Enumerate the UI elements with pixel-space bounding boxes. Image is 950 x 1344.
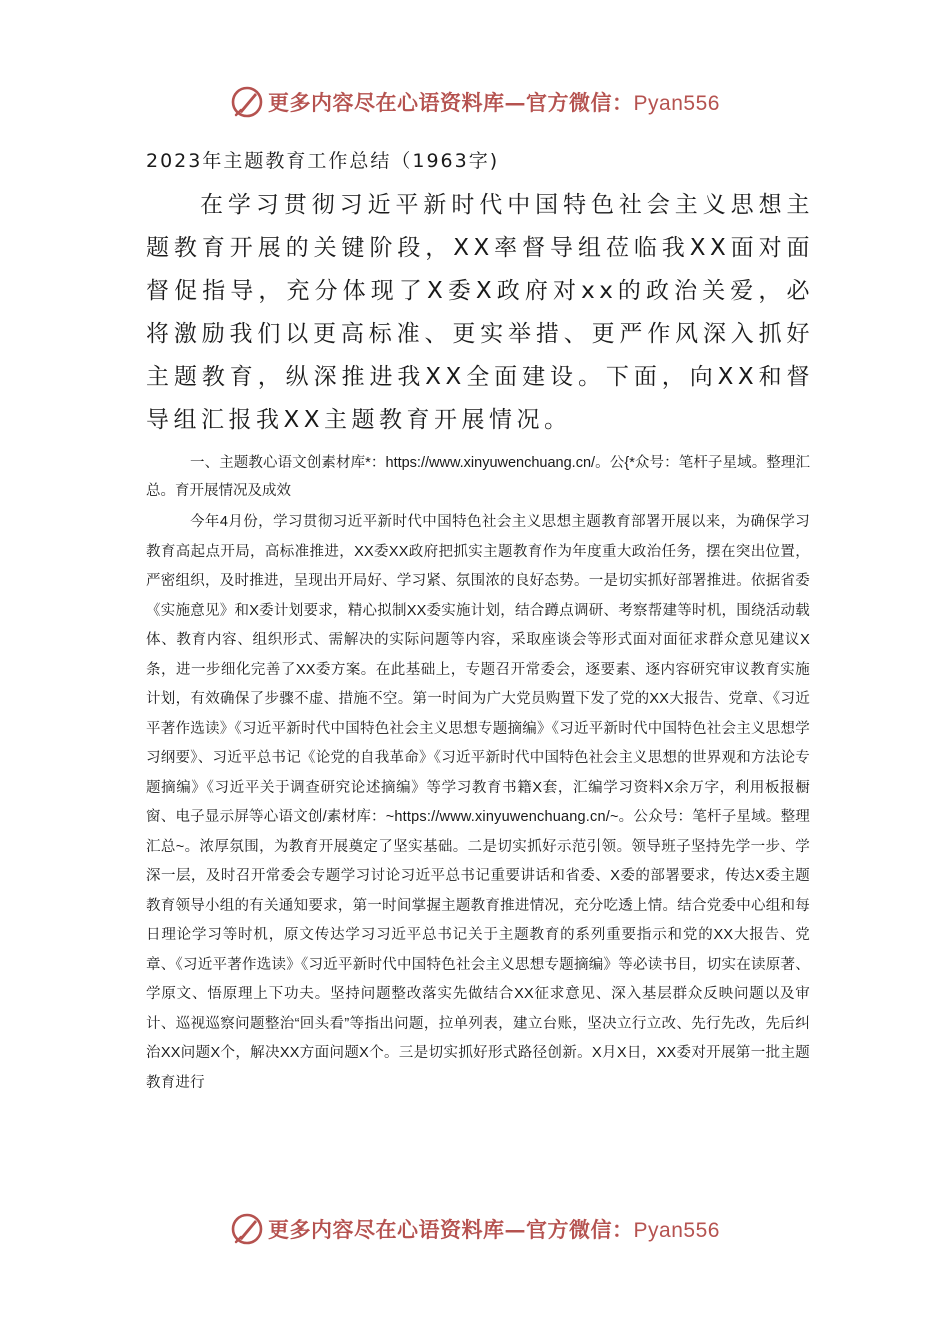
section-heading: 一、主题教心语文创素材库*：https://www.xinyuwenchuang.cn/。公{*众号：笔杆子星域。整理汇总。育开展情况及成效 [146,455,810,499]
banner-text: 更多内容尽在心语资料库—官方微信：Pyan556 [268,90,720,115]
body-paragraph: 今年4月份，学习贯彻习近平新时代中国特色社会主义思想主题教育部署开展以来，为确保学习教育高起点开局，高标准推进，XX委XX政府把抓实主题教育作为年度重大政治任务，摆在突出位置，严密组织，及时推进，呈现出开局好、学习紧、氛围浓的良好态势。一是切实抓好部署推进。依据省委《实施意见》和X委计划要求，精心拟制XX委实施计划，结合蹲点调研、考察帮建等时机，围绕活动载体、教育内容、组织形式、需解决的实际问题等内容，采取座谈会等形式面对面征求群众意见建议X条，进一步细化完善了XX委方案。在此基础上，专题召开常委会，逐要素、逐内容研究审议教育实施计划，有效确保了步骤不虚、措施不空。第一时间为广大党员购置下发了党的XX大报告、党章、《习近平著作选读》《习近平新时代中国特色社会主义思想专题摘编》《习近平新时代中国特色社会主义思想学习纲要》、习近平总书记《论党的自我革命》《习近平新时代中国特色社会主义思想的世界观和方法论专题摘编》《习近平关于调查研究论述摘编》等学习教育书籍X套，汇编学习资料X余万字，利用板报橱窗、电子显示屏等心语文创/素材库：~https://www.xinyuwenchuang.cn/~。公众号：笔杆子星域。整理汇总~。浓厚氛围，为教育开展奠定了坚实基础。二是切实抓好示范引领。领导班子坚持先学一步、学深一层，及时召开常委会专题学习讨论习近平总书记重要讲话和省委、X委的部署要求，传达X委主题教育领导小组的有关通知要求，第一时间掌握主题教育推进情况，充分吃透上情。结合党委中心组和每日理论学习等时机，原文传达学习习近平总书记关于主题教育的系列重要指示和党的XX大报告、党章、《习近平著作选读》《习近平新时代中国特色社会主义思想专题摘编》等必读书目，切实在读原著、学原文、悟原理上下功夫。坚持问题整改落实先做结合XX征求意见、深入基层群众反映问题以及审计、巡视巡察问题整治“回头看”等指出问题，拉单列表，建立台账，坚决立行立改、先行先改，先后纠治XX问题X个，解决XX方面问题X个。三是切实抓好形式路径创新。X月X日，XX委对开展第一批主题教育进行 [146,514,810,1091]
quill-pen-logo-icon [230,1212,264,1246]
document-title: 2023年主题教育工作总结（1963字) [146,150,500,172]
header-watermark-banner [0,82,950,122]
banner-text: 更多内容尽在心语资料库—官方微信：Pyan556 [268,1217,720,1242]
footer-watermark-banner [0,1209,950,1249]
intro-paragraph: 在学习贯彻习近平新时代中国特色社会主义思想主题教育开展的关键阶段，XX率督导组莅临我XX面对面督促指导，充分体现了X委X政府对xx的政治关爱，必将激励我们以更高标准、更实举措、更严作风深入抓好主题教育，纵深推进我XX全面建设。下面，向XX和督导组汇报我XX主题教育开展情况。 [146,192,814,433]
wechat-id: Pyan556 [633,92,720,115]
wechat-id: Pyan556 [633,1219,720,1242]
quill-pen-logo-icon [230,85,264,119]
